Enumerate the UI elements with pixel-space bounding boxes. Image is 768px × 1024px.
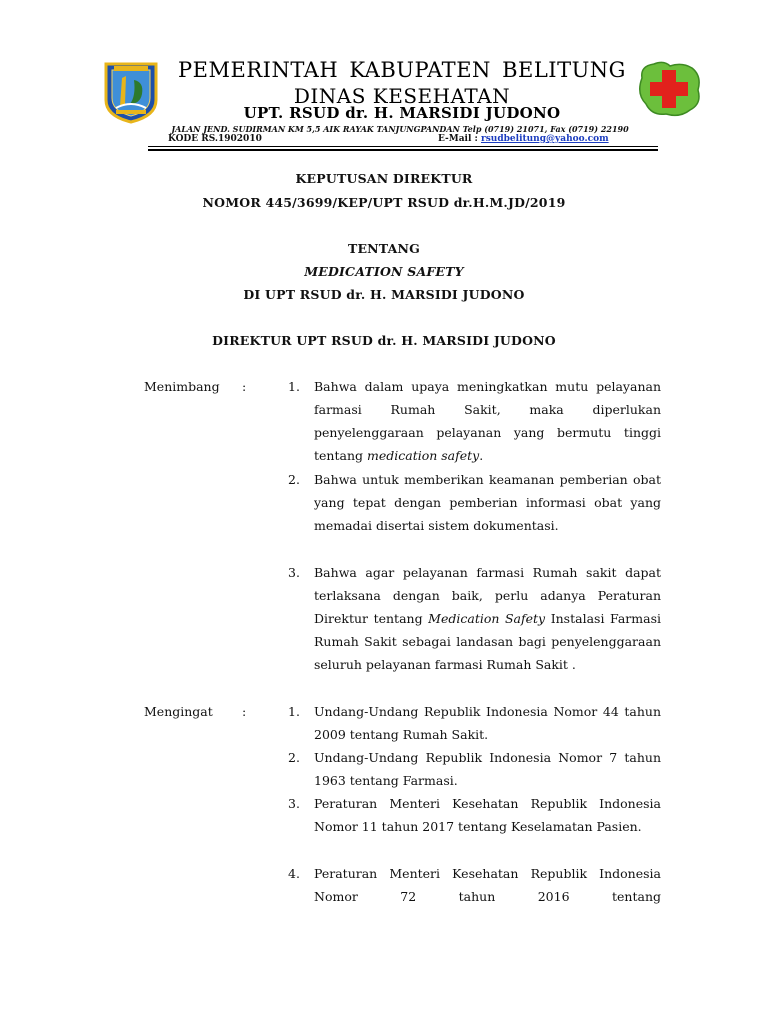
item-text: Bahwa untuk memberikan keamanan pemberian obat yang tepat dengan pemberian informasi obat yang memadai disertai sistem dokumentasi.	[314, 472, 661, 533]
director-heading: DIREKTUR UPT RSUD dr. H. MARSIDI JUDONO	[212, 333, 556, 348]
decree-subject: MEDICATION SAFETY	[304, 264, 464, 279]
item-text: Peraturan Menteri Kesehatan Republik Indonesia Nomor 72 tahun 2016 tentang	[314, 866, 661, 904]
letterhead-kode: KODE RS.1902010	[168, 134, 262, 144]
tentang-heading: TENTANG	[347, 241, 421, 256]
mengingat-item	[288, 746, 661, 792]
decree-number: NOMOR 445/3699/KEP/UPT RSUD dr.H.M.JD/2019	[202, 195, 566, 210]
mengingat-item	[288, 792, 661, 838]
kabupaten-belitung-emblem-icon	[102, 60, 160, 124]
letterhead-department: DINAS KESEHATAN	[293, 84, 511, 108]
mengingat-label: Mengingat	[144, 704, 213, 719]
letterhead-email-line	[438, 134, 609, 144]
item-number: 1.	[288, 704, 300, 719]
menimbang-item	[288, 561, 661, 676]
letterhead-government: PEMERINTAH KABUPATEN BELITUNG	[178, 58, 626, 82]
item-text: Bahwa agar pelayanan farmasi Rumah sakit dapat terlaksana dengan baik, perlu adanya Peraturan Direktur tentang Medication Safety Instalasi Farmasi Rumah Sakit sebagai landasan bagi penyelenggaraan seluruh pelayanan farmasi Rumah Sakit .	[314, 565, 661, 672]
item-number: 3.	[288, 565, 300, 580]
item-number: 4.	[288, 866, 300, 881]
health-cross-map-icon	[636, 58, 704, 120]
letterhead-address: JALAN JEND. SUDIRMAN KM 5,5 AIK RAYAK TANJUNGPANDAN Telp (0719) 21071, Fax (0719) 22190	[171, 124, 629, 134]
item-text: Undang-Undang Republik Indonesia Nomor 44 tahun 2009 tentang Rumah Sakit.	[314, 704, 661, 742]
mengingat-item	[288, 700, 661, 746]
item-text: Bahwa dalam upaya meningkatkan mutu pelayanan farmasi Rumah Sakit, maka diperlukan penyelenggaraan pelayanan yang bermutu tinggi tentang medication safety.	[314, 379, 661, 463]
letterhead-rule-thin	[148, 146, 658, 147]
item-number: 1.	[288, 379, 300, 394]
menimbang-label: Menimbang	[144, 379, 220, 394]
menimbang-item	[288, 375, 661, 467]
letterhead-hospital: UPT. RSUD dr. H. MARSIDI JUDONO	[243, 104, 561, 122]
item-number: 2.	[288, 750, 300, 765]
menimbang-colon: :	[242, 379, 247, 394]
decree-place: DI UPT RSUD dr. H. MARSIDI JUDONO	[243, 287, 525, 302]
item-text: Peraturan Menteri Kesehatan Republik Indonesia Nomor 11 tahun 2017 tentang Keselamatan Pasien.	[314, 796, 661, 834]
item-text: Undang-Undang Republik Indonesia Nomor 7 tahun 1963 tentang Farmasi.	[314, 750, 661, 788]
mengingat-colon: :	[242, 704, 247, 719]
letterhead-rule-thick	[148, 149, 658, 151]
item-number: 3.	[288, 796, 300, 811]
email-label: E-Mail :	[438, 134, 481, 144]
decree-heading: KEPUTUSAN DIREKTUR	[295, 171, 473, 186]
menimbang-item	[288, 468, 661, 537]
item-number: 2.	[288, 472, 300, 487]
mengingat-item	[288, 862, 661, 908]
email-link[interactable]: rsudbelitung@yahoo.com	[480, 134, 609, 144]
